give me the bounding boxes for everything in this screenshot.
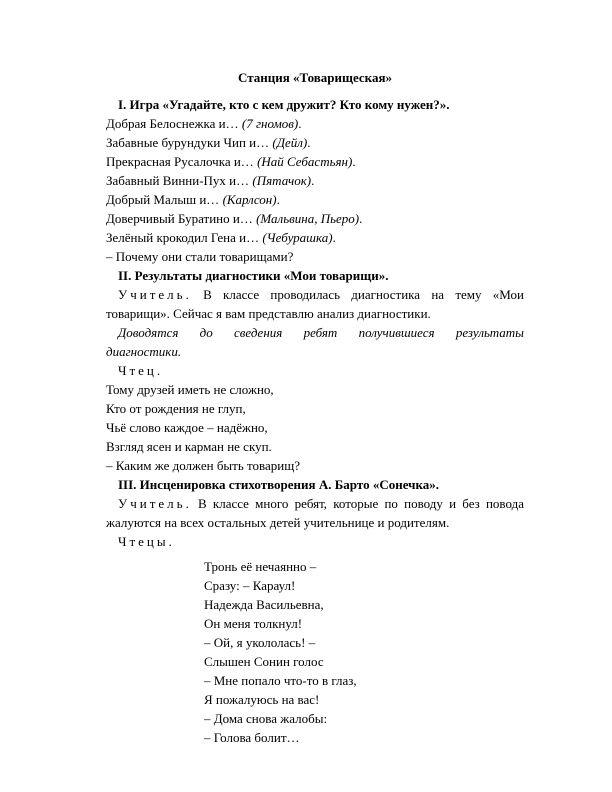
section-2-question: – Каким же должен быть товарищ? <box>106 458 301 473</box>
speaker-label: Учитель. <box>118 287 192 302</box>
poem-line: Тронь её нечаянно – <box>204 559 317 574</box>
readers-label <box>106 532 524 551</box>
item-answer: (Дейл) <box>272 135 308 150</box>
item-end: . <box>332 230 336 245</box>
teacher-paragraph-2 <box>106 494 524 532</box>
poem-line: – Мне попало что-то в глаз, <box>204 673 357 688</box>
teacher-text: В классе много ребят, которые по поводу и без повода жалуются на всех остальных детей учительнице и родителям. <box>106 496 524 530</box>
item-end: . <box>311 173 315 188</box>
speaker-label: Чтецы. <box>118 534 175 549</box>
reader-label <box>106 361 524 380</box>
poem-sonechka <box>204 557 524 747</box>
poem-line: Кто от рождения не глуп, <box>106 401 246 416</box>
poem-line: Надежда Васильевна, <box>204 597 324 612</box>
item-answer: (Пятачок) <box>252 173 312 188</box>
poem-line: Чьё слово каждое – надёжно, <box>106 420 268 435</box>
item-answer: (Мальвина, Пьеро) <box>256 211 360 226</box>
item-prompt: Забавный Винни-Пух и… <box>106 173 253 188</box>
italic-note: Доводятся до сведения ребят получившиеся результаты диагностики. <box>106 325 524 359</box>
page-title: Станция «Товарищеская» <box>237 70 393 85</box>
item-prompt: Добрый Малыш и… <box>106 192 223 207</box>
item-end: . <box>307 135 311 150</box>
item-end: . <box>352 154 356 169</box>
friends-list-item <box>106 190 524 209</box>
item-answer: (Карлсон) <box>222 192 277 207</box>
section-2-heading: II. Результаты диагностики «Мои товарищи». <box>118 268 389 283</box>
item-answer: (Чебурашка) <box>262 230 333 245</box>
friends-list-item <box>106 133 524 152</box>
document-page <box>106 68 524 747</box>
speaker-label: Чтец. <box>118 363 164 378</box>
item-prompt: Прекрасная Русалочка и… <box>106 154 258 169</box>
item-answer: (7 гномов) <box>241 116 299 131</box>
item-end: . <box>276 192 280 207</box>
friends-list-item <box>106 228 524 247</box>
poem-line: Взгляд ясен и карман не скуп. <box>106 439 272 454</box>
poem-line: Сразу: – Караул! <box>204 578 296 593</box>
item-end: . <box>298 116 302 131</box>
item-prompt: Добрая Белоснежка и… <box>106 116 242 131</box>
item-prompt: Зелёный крокодил Гена и… <box>106 230 263 245</box>
poem-line: – Ой, я укололась! – <box>204 635 316 650</box>
friends-list-item <box>106 114 524 133</box>
item-end: . <box>359 211 363 226</box>
friends-list-item <box>106 152 524 171</box>
item-answer: (Най Себастьян) <box>257 154 353 169</box>
poem-line: Я пожалуюсь на вас! <box>204 692 320 707</box>
teacher-paragraph-1 <box>106 285 524 323</box>
friends-list-item <box>106 171 524 190</box>
item-prompt: Забавные бурундуки Чип и… <box>106 135 273 150</box>
poem-line: Он меня толкнул! <box>204 616 303 631</box>
friends-list <box>106 114 524 247</box>
teacher-text: В классе проводилась диагностика на тему «Мои товарищи». Сейчас я вам представлю анализ диагностики. <box>106 287 524 321</box>
poem-line: – Голова болит… <box>204 730 300 745</box>
poem-line: Слышен Сонин голос <box>204 654 324 669</box>
friends-list-item <box>106 209 524 228</box>
speaker-label: Учитель. <box>118 496 192 511</box>
section-3-heading: III. Инсценировка стихотворения А. Барто «Сонечка». <box>118 477 440 492</box>
item-prompt: Доверчивый Буратино и… <box>106 211 257 226</box>
poem-line: – Дома снова жалобы: <box>204 711 328 726</box>
poem-friends <box>106 380 524 456</box>
section-1-heading: I. Игра «Угадайте, кто с кем дружит? Кто кому нужен?». <box>118 97 450 112</box>
poem-line: Тому друзей иметь не сложно, <box>106 382 274 397</box>
section-1-question: – Почему они стали товарищами? <box>106 249 294 264</box>
